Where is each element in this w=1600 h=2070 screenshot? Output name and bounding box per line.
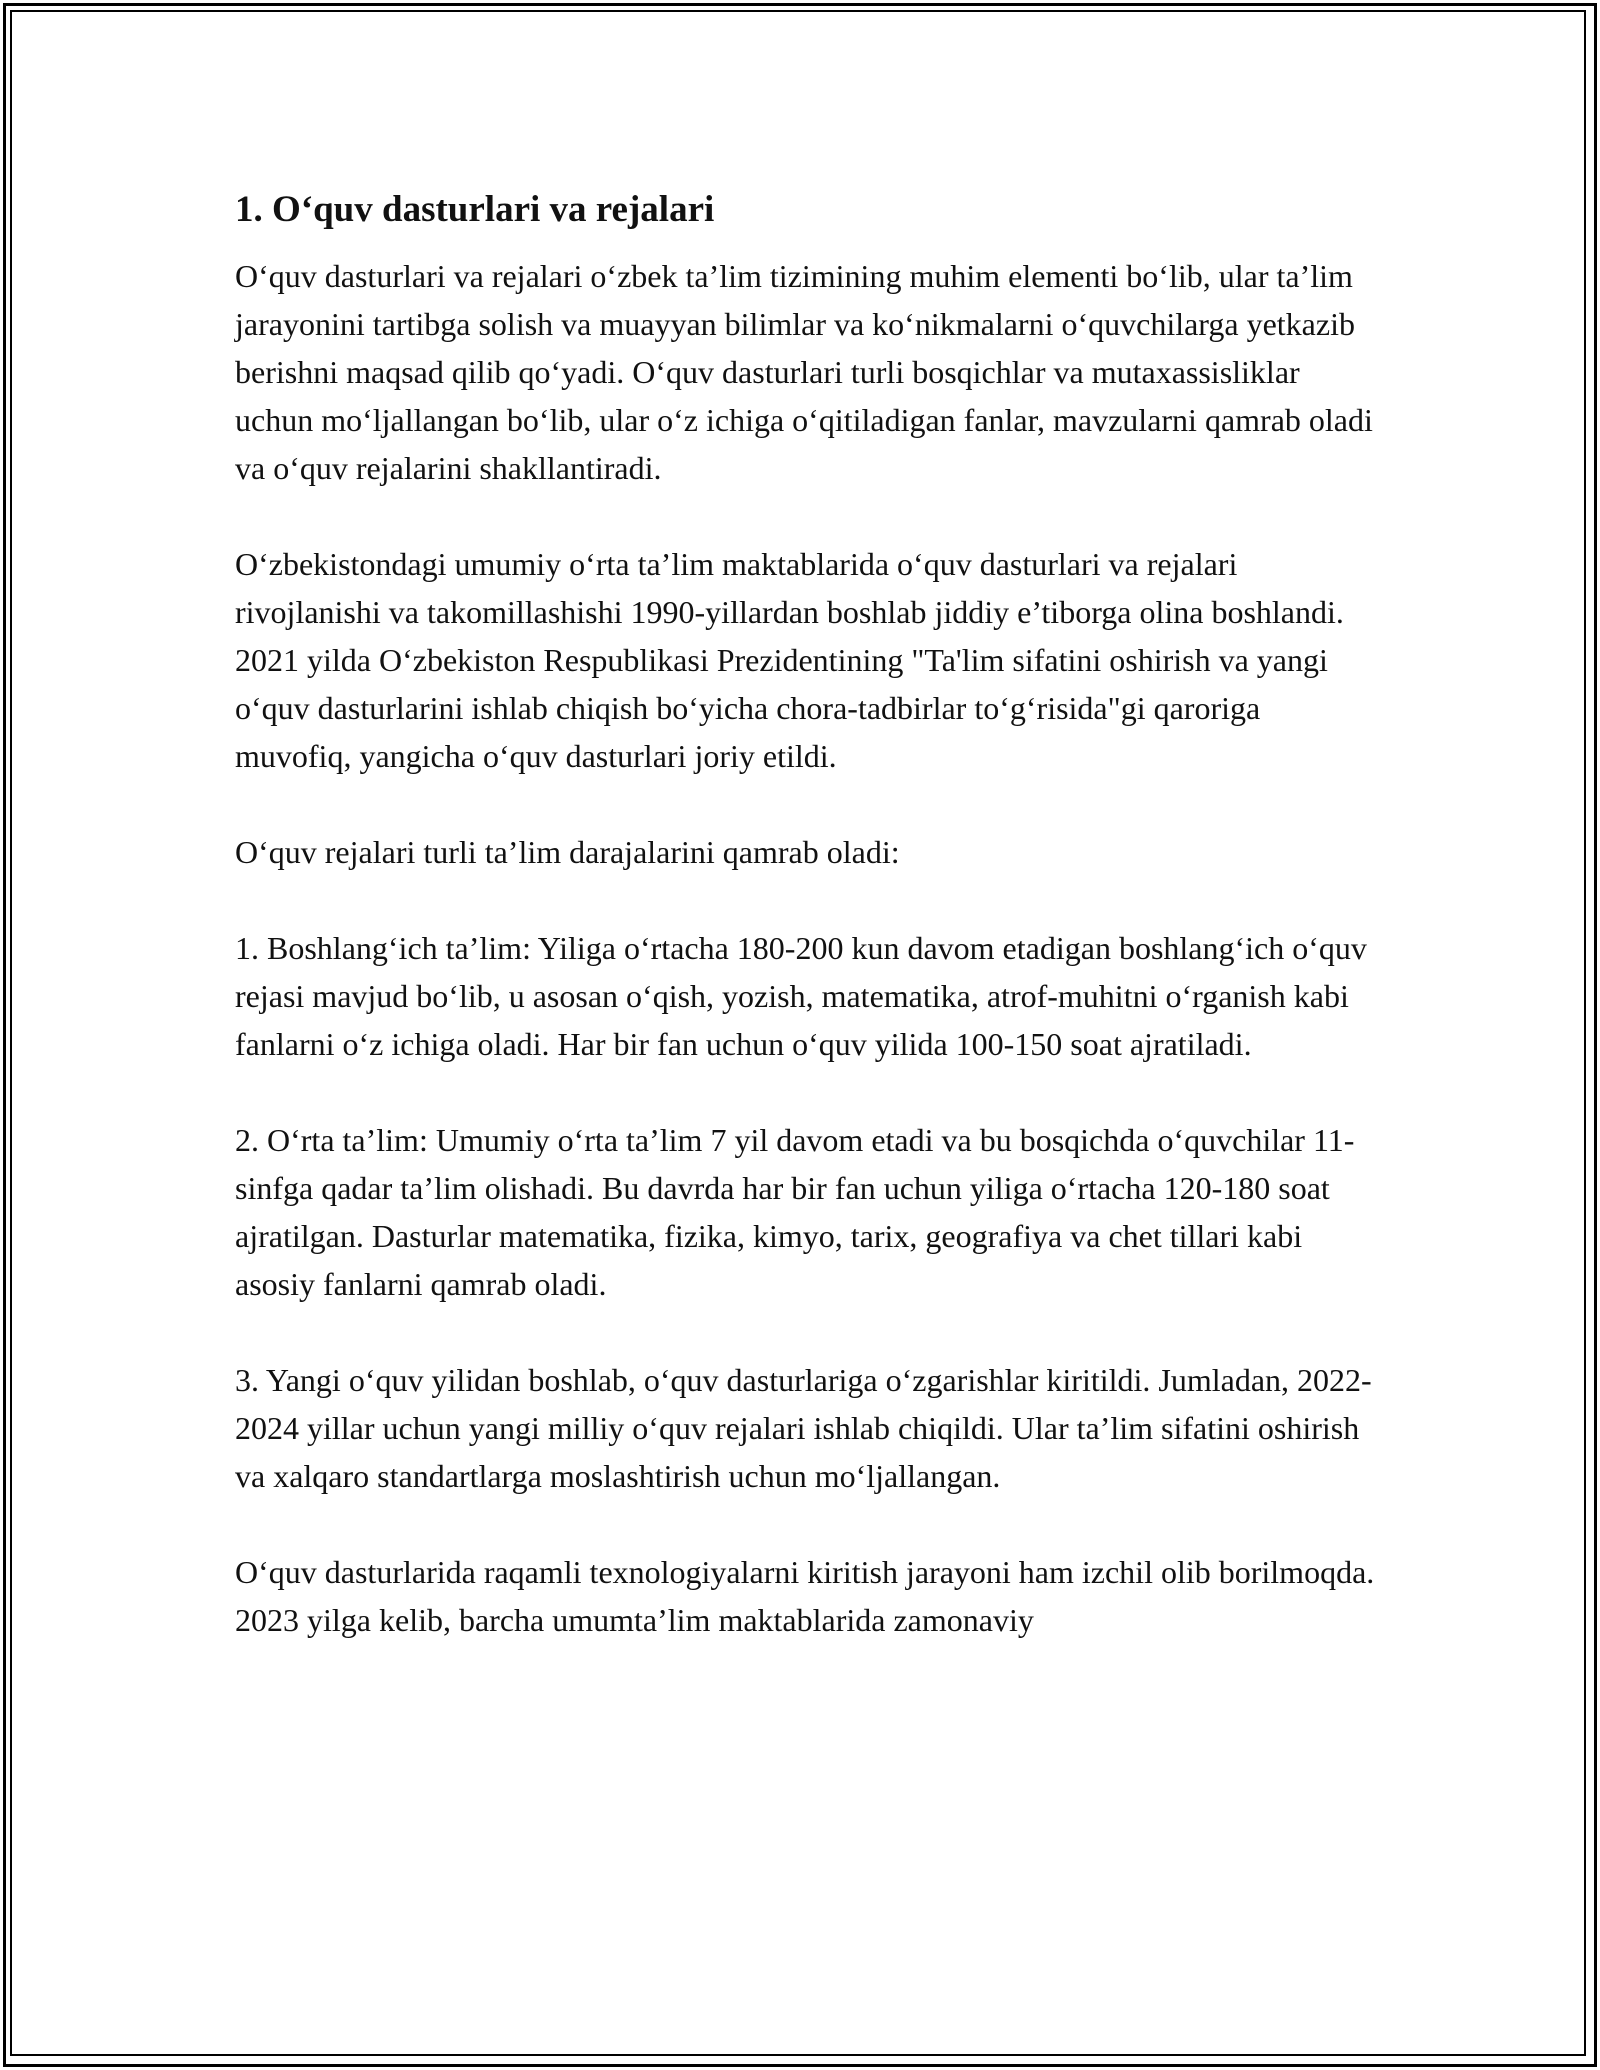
paragraph-digital: O‘quv dasturlarida raqamli texnologiyalarni kiritish jarayoni ham izchil olib borilmoqda. 2023 yilga kelib, barcha umumta’lim maktablarida zamonaviy (235, 1554, 1375, 1639)
section-heading: 1. O‘quv dasturlari va rejalari (235, 189, 715, 230)
paragraph-history: O‘zbekistondagi umumiy o‘rta ta’lim maktablarida o‘quv dasturlari va rejalari rivojlanishi va takomillashishi 1990-yillardan boshlab jiddiy e’tiborga olina boshlandi. 2021 yilda O‘zbekiston Respublikasi Prezidentining "Ta'lim sifatini oshirish va yangi o‘quv dasturlarini ishlab chiqish bo‘yicha chora-tadbirlar to‘g‘risida"gi qaroriga muvofiq, yangicha o‘quv dasturlari joriy etildi. (235, 546, 1344, 775)
list-item-secondary: 2. O‘rta ta’lim: Umumiy o‘rta ta’lim 7 yil davom etadi va bu bosqichda o‘quvchilar 11-sinfga qadar ta’lim olishadi. Bu davrda har bir fan uchun yiliga o‘rtacha 120-180 soat ajratilgan. Dasturlar matematika, fizika, kimyo, tarix, geografiya va chet tillari kabi asosiy fanlarni qamrab oladi. (235, 1122, 1355, 1303)
paragraph-levels-intro: O‘quv rejalari turli ta’lim darajalarini qamrab oladi: (235, 834, 900, 871)
list-item-new-year: 3. Yangi o‘quv yilidan boshlab, o‘quv dasturlariga o‘zgarishlar kiritildi. Jumladan, 2022-2024 yillar uchun yangi milliy o‘quv rejalari ishlab chiqildi. Ular ta’lim sifatini oshirish va xalqaro standartlarga moslashtirish uchun mo‘ljallangan. (235, 1362, 1372, 1495)
document-body (235, 186, 1375, 1692)
list-item-primary: 1. Boshlang‘ich ta’lim: Yiliga o‘rtacha 180-200 kun davom etadigan boshlang‘ich o‘quv rejasi mavjud bo‘lib, u asosan o‘qish, yozish, matematika, atrof-muhitni o‘rganish kabi fanlarni o‘z ichiga oladi. Har bir fan uchun o‘quv yilida 100-150 soat ajratiladi. (235, 930, 1367, 1063)
paragraph-intro: O‘quv dasturlari va rejalari o‘zbek ta’lim tizimining muhim elementi bo‘lib, ular ta’lim jarayonini tartibga solish va muayyan bilimlar va ko‘nikmalarni o‘quvchilarga yetkazib berishni maqsad qilib qo‘yadi. O‘quv dasturlari turli bosqichlar va mutaxassisliklar uchun mo‘ljallangan bo‘lib, ular o‘z ichiga o‘qitiladigan fanlar, mavzularni qamrab oladi va o‘quv rejalarini shakllantiradi. (235, 258, 1373, 487)
